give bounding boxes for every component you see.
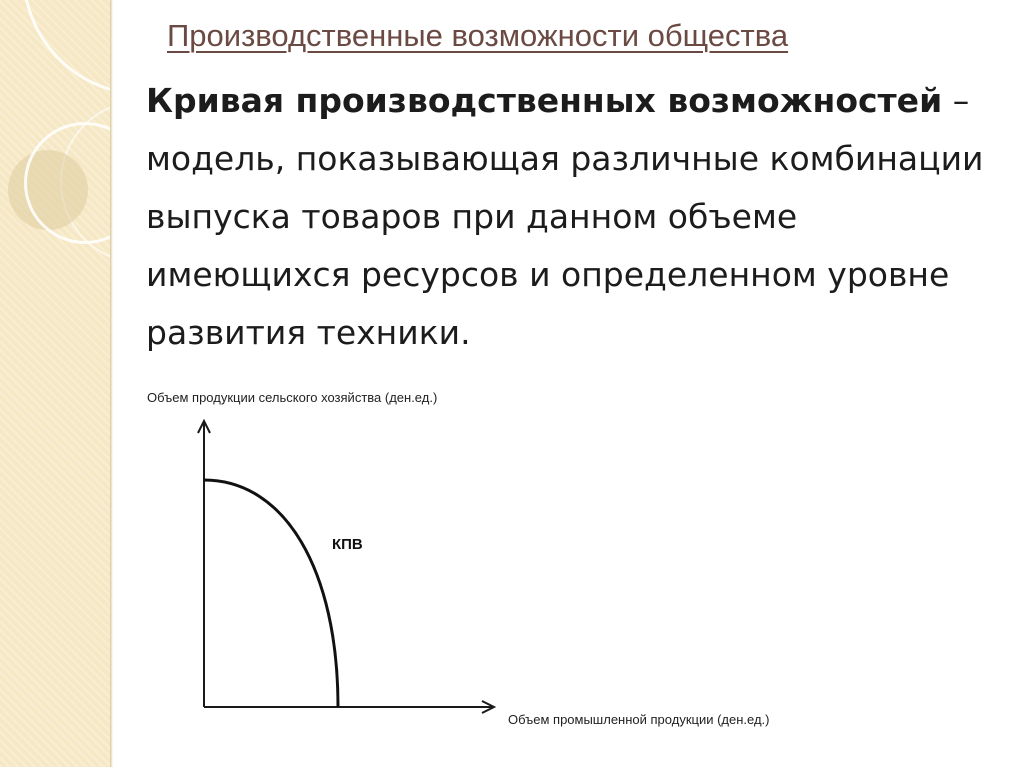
definition-term: Кривая производственных возможностей xyxy=(146,81,943,120)
y-axis-label: Объем продукции сельского хозяйства (ден.ед.) xyxy=(147,390,438,405)
definition-text: – модель, показывающая различные комбинации выпуска товаров при данном объеме имеющихся ресурсов и определенном уровне развития техники. xyxy=(146,81,984,352)
ppf-curve xyxy=(204,480,338,707)
x-axis-label: Объем промышленной продукции (ден.ед.) xyxy=(508,712,770,727)
curve-label: КПВ xyxy=(332,536,363,553)
page-title: Производственные возможности общества xyxy=(167,18,789,53)
